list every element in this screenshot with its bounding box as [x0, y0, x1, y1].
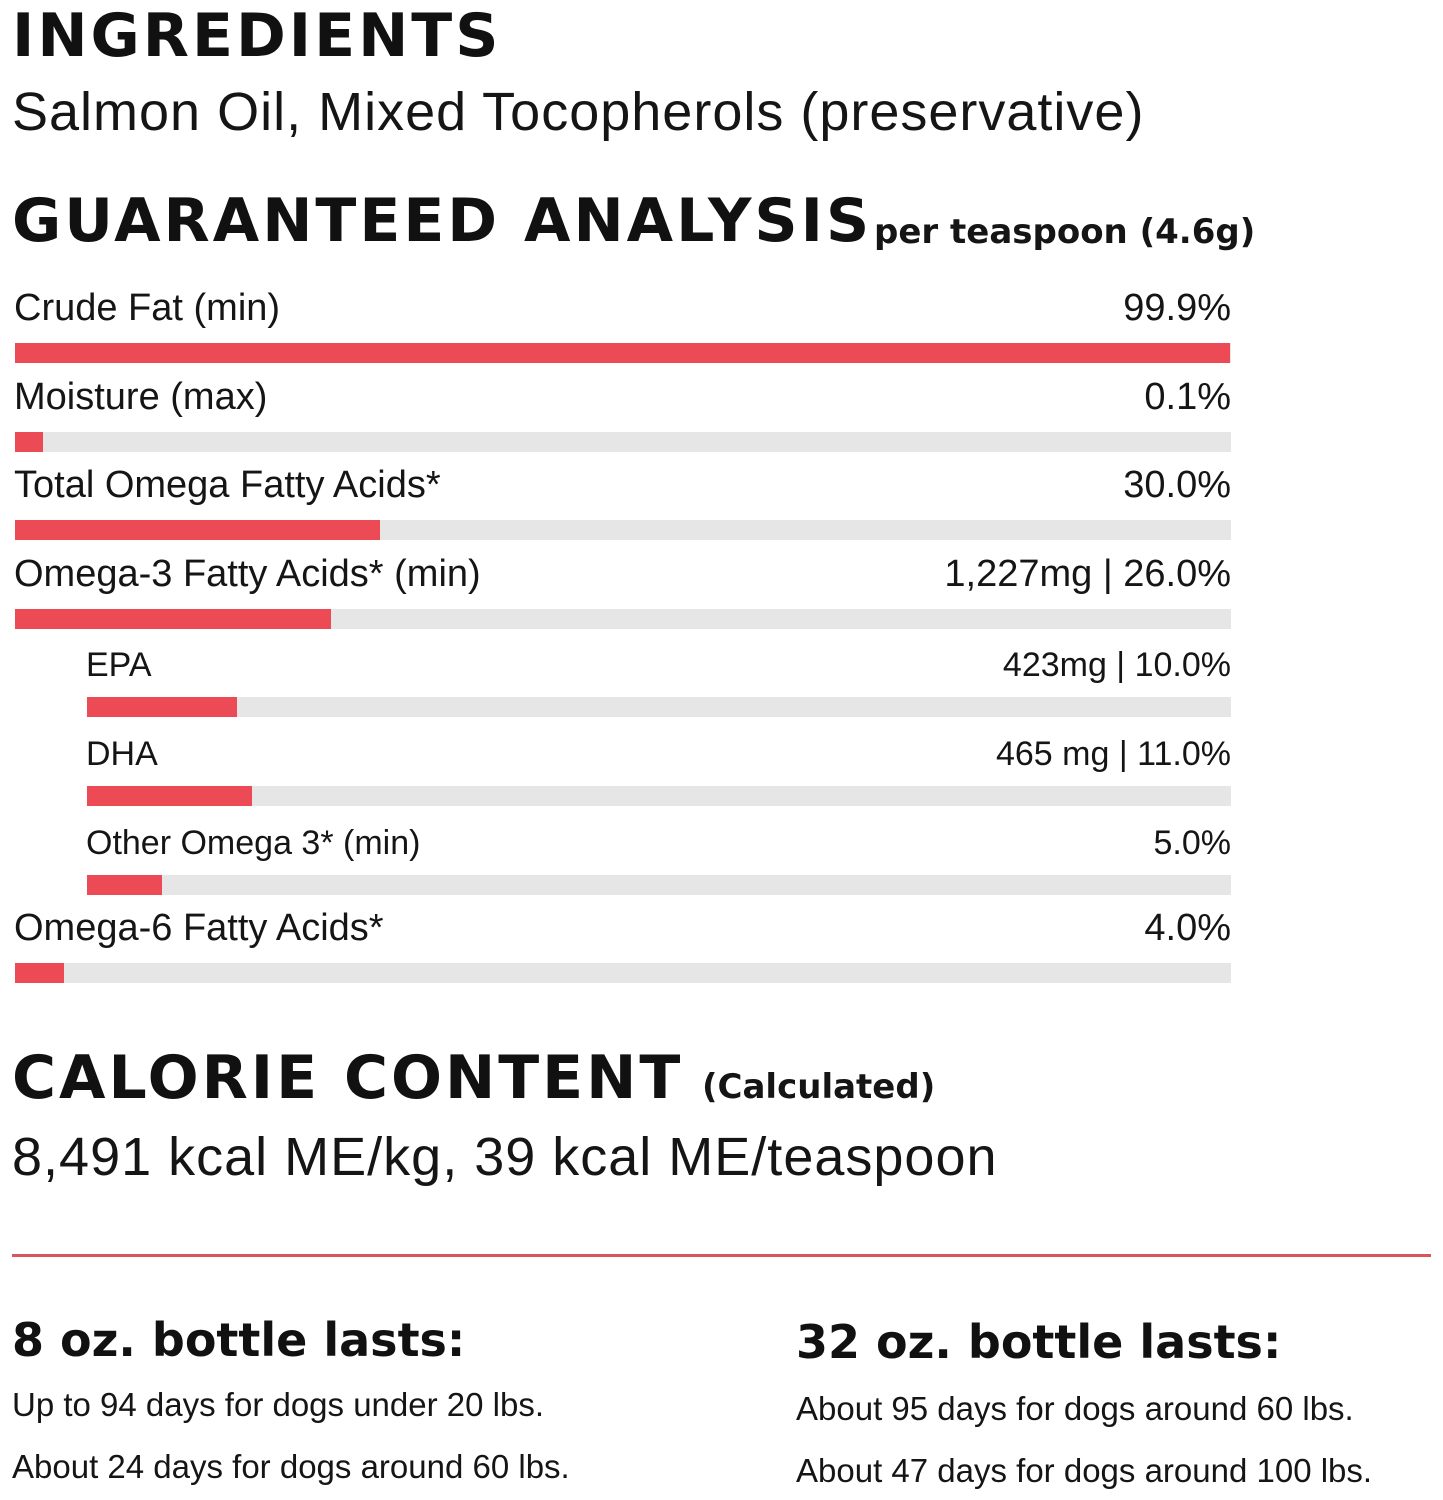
analysis-row-label: Omega-3 Fatty Acids* (min) [14, 552, 481, 595]
small-bottle-line-1: Up to 94 days for dogs under 20 lbs. [12, 1386, 544, 1423]
analysis-row-value: 99.9% [1123, 287, 1231, 329]
guaranteed-analysis-heading: GUARANTEED ANALYSIS [12, 186, 873, 256]
analysis-row-value: 30.0% [1123, 464, 1231, 507]
ingredients-heading: INGREDIENTS [12, 1, 502, 71]
analysis-row-label: Moisture (max) [14, 375, 268, 418]
small-bottle-line-2: About 24 days for dogs around 60 lbs. [12, 1448, 570, 1485]
guaranteed-analysis-subheading: per teaspoon (4.6g) [874, 212, 1256, 252]
analysis-bar-track [15, 963, 1231, 983]
analysis-bar-track [15, 609, 1231, 629]
calorie-content-subheading: (Calculated) [702, 1067, 936, 1107]
calorie-content-heading: CALORIE CONTENT [12, 1043, 684, 1113]
analysis-bar-track [15, 343, 1231, 363]
analysis-bar-track [87, 875, 1231, 895]
analysis-bar-track [15, 520, 1231, 540]
analysis-row-label: Crude Fat (min) [14, 287, 281, 329]
analysis-row-value: 1,227mg | 26.0% [944, 552, 1231, 595]
calorie-content-text: 8,491 kcal ME/kg, 39 kcal ME/teaspoon [12, 1127, 998, 1187]
analysis-bar-fill [15, 963, 64, 983]
analysis-row-value: 423mg | 10.0% [1002, 646, 1231, 685]
large-bottle-line-2: About 47 days for dogs around 100 lbs. [796, 1452, 1373, 1489]
analysis-bar-fill [15, 609, 331, 629]
analysis-row-label: Omega-6 Fatty Acids* [14, 907, 384, 950]
analysis-row-label: Total Omega Fatty Acids* [14, 464, 441, 507]
large-bottle-line-1: About 95 days for dogs around 60 lbs. [796, 1390, 1354, 1427]
analysis-bar-fill [15, 343, 1230, 363]
analysis-row-label: EPA [86, 646, 152, 685]
analysis-row-value: 4.0% [1144, 907, 1231, 950]
section-divider [12, 1254, 1431, 1257]
analysis-bar-fill [87, 875, 162, 895]
analysis-bar-fill [87, 786, 252, 806]
analysis-bar-fill [15, 520, 380, 540]
analysis-bar-fill [15, 432, 43, 452]
analysis-row-value: 0.1% [1144, 375, 1231, 418]
analysis-bar-fill [87, 697, 237, 717]
analysis-row-label: DHA [86, 735, 158, 773]
analysis-row-value: 465 mg | 11.0% [995, 735, 1231, 773]
analysis-bar-track [87, 786, 1231, 806]
large-bottle-heading: 32 oz. bottle lasts: [796, 1315, 1282, 1369]
ingredients-text: Salmon Oil, Mixed Tocopherols (preservative) [12, 82, 1145, 142]
analysis-bar-track [15, 432, 1231, 452]
analysis-row-label: Other Omega 3* (min) [86, 823, 421, 862]
analysis-bar-track [87, 697, 1231, 717]
analysis-row-value: 5.0% [1153, 823, 1231, 862]
small-bottle-heading: 8 oz. bottle lasts: [12, 1313, 466, 1367]
